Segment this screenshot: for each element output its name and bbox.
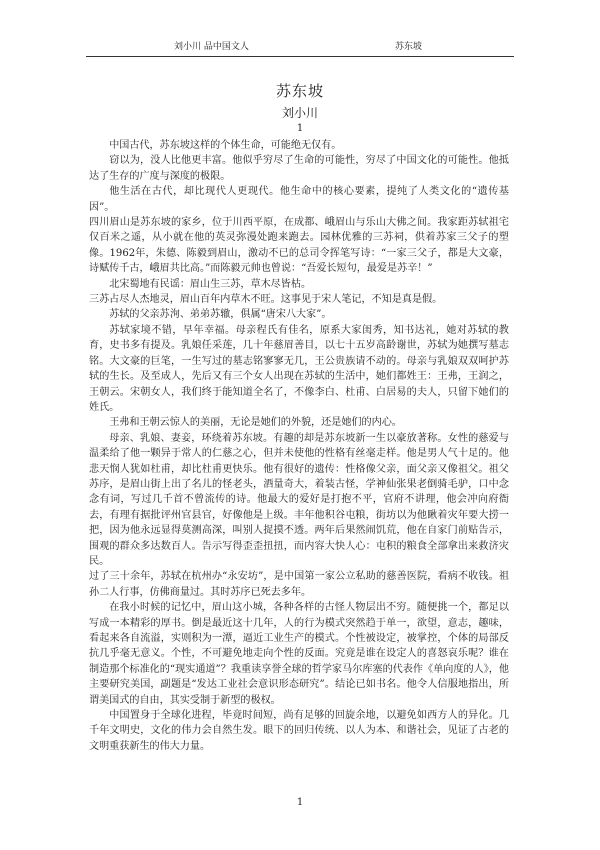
header-book-title: 刘小川 品中国文人 [174,42,249,52]
article-body [89,138,509,754]
running-header [86,40,514,57]
paragraph: 四川眉山是苏东坡的家乡，位于川西平原，在成都、峨眉山与乐山大佛之间。我家距苏轼祖宅仅百米之遥，从小就在他的英灵弥漫处跑来跑去。园林优雅的三苏祠，供着苏家三父子的塑像。1962年，朱德、陈毅到眉山，激动不已的总司令挥笔写诗：“一家三父子，都是大文豪，诗赋传千古，峨眉共比高。”而陈毅元帅也曾说：“吾爱长短句，最爱是苏辛！” [89,217,509,275]
paragraph: 母亲、乳娘、妻妾，环绕着苏东坡。有趣的却是苏东坡新一生以豪放著称。女性的慈爱与温柔给了他一颗异于常人的仁慈之心，但并未使他的性格有丝毫走样。他是男人气十足的。他悲天悯人犹如杜甫，却比杜甫更快乐。他有很好的遗传：性格像父亲，面父亲又像祖父。祖父苏序，是眉山街上出了名儿的怪老头，酒量奇大，着装古怪，学神仙张果老倒骑毛驴，口中念念有词，写过几千首不曾流传的诗。他最大的爱好是打抱不平，官府不讲理，他会冲向府衙去，有理有据批评州官县官，好像他是上级。丰年他积谷屯粮，街坊以为他瞅着灾年要大捞一把，因为他永远显得莫测高深，叫别人捉摸不透。两年后果然闹饥荒，他在自家门前贴告示，围观的群众多达数百人。告示写得歪歪扭扭，而内容大快人心：屯积的粮食全部拿出来救济灾民。 [89,432,509,567]
section-number: 1 [296,123,304,134]
author-name: 刘小川 [281,106,318,120]
paragraph: 在我小时候的记忆中，眉山这小城，各种各样的古怪人物层出不穷。随便挑一个，都足以写成一本精彩的厚书。倒是最近这十几年，人的行为模式突然趋于单一，欲望，意志，趣味，看起来各自流溢，实则积为一潭，逼近工业生产的模式。个性被设定，被掌控，个体的局部反抗几乎毫无意义。个性，不可避免地走向个性的反面。究竟是谁在设定人的喜怒哀乐呢？谁在制造那个标准化的“现实通道”？我重读享誉全球的哲学家马尔库塞的代表作《单向度的人》，他主要研究美国，副题是“发达工业社会意识形态研究”。结论已如书名。他令人信服地指出，所谓美国式的自由，其实受制于新型的极权。 [89,602,509,706]
paragraph: 三苏占尽人杰地灵，眉山百年内草木不旺。这事见于宋人笔记，不知是真是假。 [89,294,443,306]
paragraph: 苏轼的父亲苏洵、弟弟苏辙，俱属“唐宋八大家”。 [109,309,332,321]
paragraph: 过了三十余年，苏轼在杭州办“永安坊”，是中国第一家公立私助的慈善医院，看病不收钱。祖孙二人行事，仿佛商量过。其时苏序已死去多年。 [89,571,509,598]
paragraph: 王弗和王朝云惊人的美丽，无论是她们的外貌，还是她们的内心。 [109,417,402,429]
paragraph: 中国古代，苏东坡这样的个体生命，可能绝无仅有。 [109,140,342,151]
paragraph: 中国置身于全球化进程，毕竟时间短，尚有足够的回旋余地，以避免如西方人的异化。几千年文明史，文化的伟力会自然生发。眼下的回归传统、以人为本、和谐社会，见证了古老的文明重获新生的伟大力量。 [89,710,509,752]
page-number: 1 [296,797,304,808]
page-title: 苏东坡 [275,82,324,100]
paragraph: 他生活在古代，却比现代人更现代。他生命中的核心要素，提纯了人类文化的“遗传基因”。 [89,186,509,213]
paragraph: 窃以为，没人比他更丰富。他似乎穷尽了生命的可能性，穷尽了中国文化的可能性。他抵达了生存的广度与深度的极限。 [89,155,509,182]
paragraph: 北宋蜀地有民谣：眉山生三苏，草木尽皆枯。 [109,278,312,290]
paragraph: 苏轼家境不错，早年幸福。母亲程氏有佳名，原系大家闺秀，知书达礼，她对苏轼的教育，史书多有提及。乳娘任采莲，几十年慈眉善目，以七十五岁高龄谢世，苏轼为她撰写墓志铭。大文豪的巨笔，一生写过的墓志铭寥寥无几，王公贵族请不动的。母亲与乳娘双双呵护苏轼的生长。及至成人，先后又有三个女人出现在苏轼的生活中，她们都姓王：王弗，王润之，王朝云。宋朝女人，我们终于能知道全名了，不像李白、杜甫、白居易的夫人，只留下她们的姓氏。 [89,324,509,413]
header-chapter-title: 苏东坡 [395,42,423,52]
